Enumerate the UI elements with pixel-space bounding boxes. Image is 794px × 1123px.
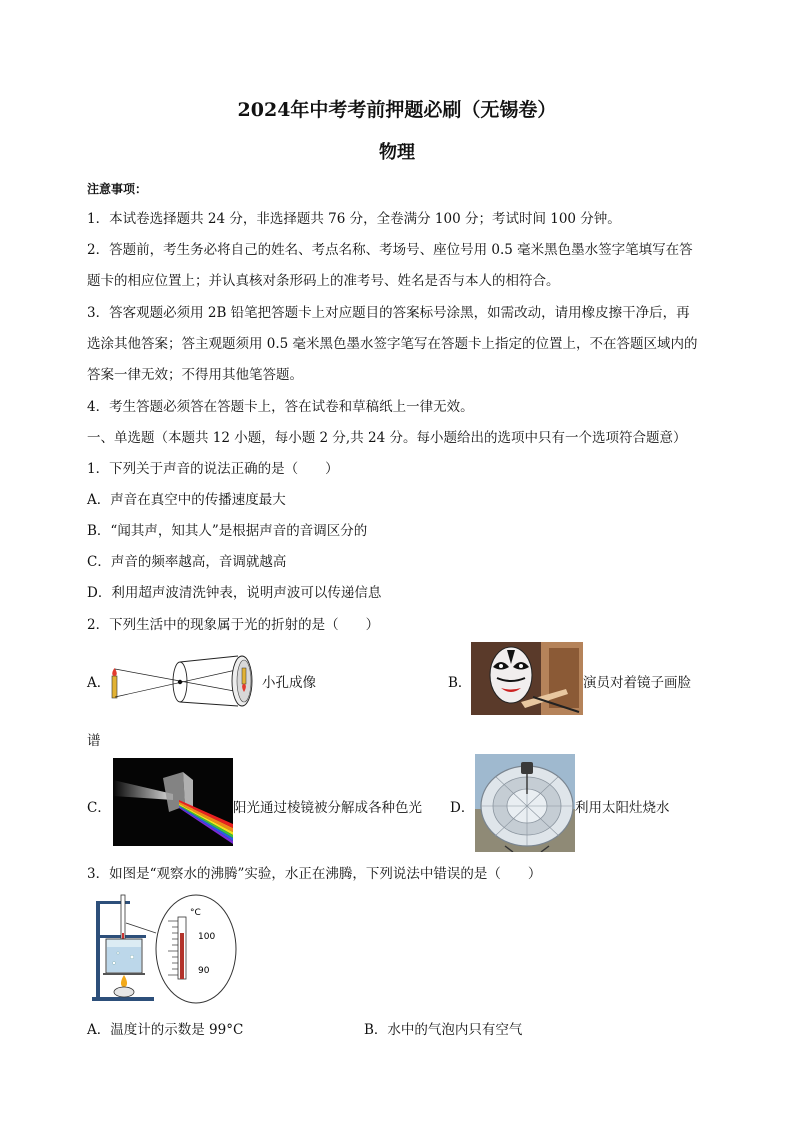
q2-c-text: 阳光通过棱镜被分解成各种色光 bbox=[233, 800, 422, 816]
q1-option-d: D．利用超声波清洗钟表，说明声波可以传递信息 bbox=[87, 585, 382, 601]
q3-stem: 3．如图是“观察水的沸腾”实验，水正在沸腾，下列说法中错误的是（ ） bbox=[87, 866, 542, 882]
q1-option-c: C．声音的频率越高，音调就越高 bbox=[87, 554, 287, 570]
kettle-icon bbox=[521, 762, 533, 774]
alcohol-lamp-icon bbox=[114, 987, 134, 997]
q1-option-b: B．“闻其声，知其人”是根据声音的音调区分的 bbox=[87, 523, 368, 539]
q2-b-text: 演员对着镜子画脸 bbox=[583, 675, 691, 691]
subject-title: 物理 bbox=[379, 142, 415, 163]
notice-line: 1．本试卷选择题共 24 分，非选择题共 76 分，全卷满分 100 分；考试时间 100 分钟。 bbox=[87, 211, 621, 227]
stand-rod bbox=[96, 901, 100, 999]
stand-base bbox=[92, 997, 154, 1001]
notice-line: 2．答题前，考生务必将自己的姓名、考点名称、考场号、座位号用 0.5 毫米黑色墨水签字笔填写在答 bbox=[87, 242, 693, 258]
notice-line: 4．考生答题必须答在答题卡上，答在试卷和草稿纸上一律无效。 bbox=[87, 399, 474, 415]
notice-line: 题卡的相应位置上；并认真核对条形码上的准考号、姓名是否与本人的相符合。 bbox=[87, 273, 560, 289]
thermo-unit: °C bbox=[190, 908, 201, 918]
flame-icon bbox=[121, 975, 127, 987]
q1-stem: 1．下列关于声音的说法正确的是（ ） bbox=[87, 461, 339, 477]
exam-title: 2024年中考考前押题必刷（无锡卷） bbox=[237, 99, 557, 121]
candle-icon bbox=[112, 676, 117, 698]
q2-b-label: B． bbox=[448, 675, 472, 691]
q2-stem: 2．下列生活中的现象属于光的折射的是（ ） bbox=[87, 617, 380, 633]
prism-photo bbox=[113, 758, 233, 846]
notice-line: 3．答客观题必须用 2B 铅笔把答题卡上对应题目的答案标号涂黑，如需改动，请用橡皮擦干净后，再 bbox=[87, 305, 690, 321]
boiling-water-apparatus bbox=[86, 893, 238, 1006]
pinhole-camera-figure bbox=[108, 650, 264, 708]
q2-d-label: D． bbox=[450, 800, 475, 816]
q2-a-text: 小孔成像 bbox=[262, 675, 316, 691]
q2-a-label: A． bbox=[87, 675, 111, 691]
solar-cooker-photo bbox=[475, 754, 575, 852]
q1-option-a: A．声音在真空中的传播速度最大 bbox=[87, 492, 286, 508]
q2-b-text-wrap: 谱 bbox=[87, 733, 101, 749]
notice-line: 答案一律无效；不得用其他笔答题。 bbox=[87, 367, 303, 383]
q2-c-label: C． bbox=[87, 800, 111, 816]
opera-face-photo bbox=[471, 642, 583, 715]
q2-d-text: 利用太阳灶烧水 bbox=[575, 800, 670, 816]
section-heading: 一、单选题（本题共 12 小题，每小题 2 分,共 24 分。每小题给出的选项中只有一个选项符合题意） bbox=[87, 430, 687, 446]
thermo-high-tick: 100 bbox=[198, 932, 216, 942]
q3-option-a: A．温度计的示数是 99°C bbox=[87, 1022, 244, 1038]
notice-line: 选涂其他答案；答主观题须用 0.5 毫米黑色墨水签字笔写在答题卡上指定的位置上，不在答题区域内的 bbox=[87, 336, 698, 352]
notice-heading: 注意事项： bbox=[87, 182, 148, 196]
thermo-low-tick: 90 bbox=[198, 966, 210, 976]
q3-option-b: B．水中的气泡内只有空气 bbox=[364, 1022, 523, 1038]
